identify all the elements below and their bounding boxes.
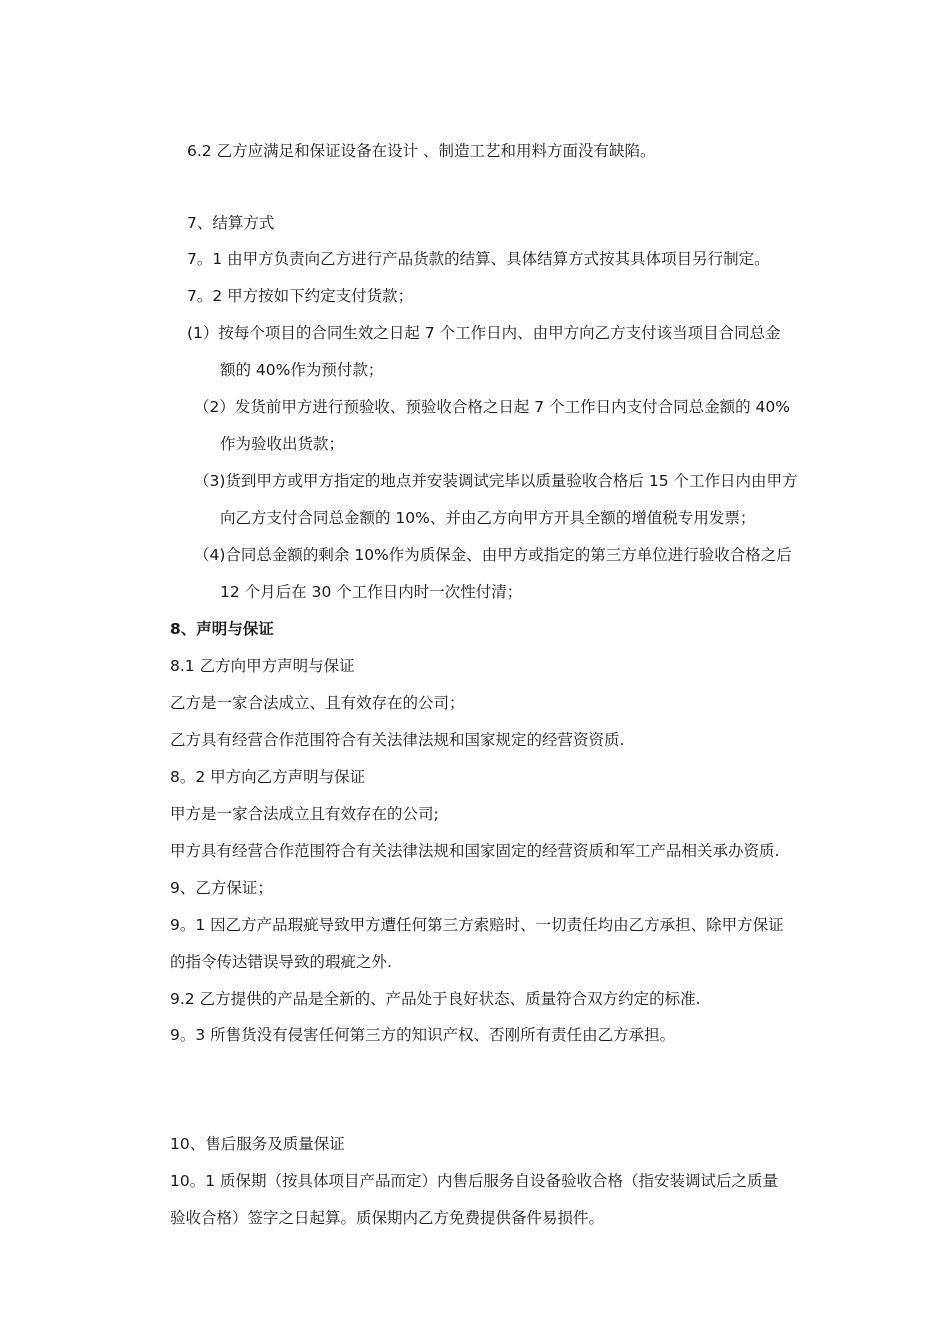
payment-item-2-line-1: （2）发货前甲方进行预验收、预验收合格之日起 7 个工作日内支付合同总金额的 40% (194, 398, 790, 416)
clause-8-1-a: 乙方是一家合法成立、且有效存在的公司； (170, 694, 465, 712)
clause-9-3: 9。3 所售货没有侵害任何第三方的知识产权、否刚所有责任由乙方承担。 (170, 1026, 676, 1044)
payment-item-3-line-2: 向乙方支付合同总金额的 10%、并由乙方向甲方开具全额的增值税专用发票； (220, 509, 756, 527)
clause-9-2: 9.2 乙方提供的产品是全新的、产品处于良好状态、质量符合双方约定的标准. (170, 990, 701, 1008)
clause-6-2: 6.2 乙方应满足和保证设备在设计 、制造工艺和用料方面没有缺陷。 (187, 142, 656, 160)
clause-10-1-line-2: 验收合格）签字之日起算。质保期内乙方免费提供备件易损件。 (170, 1209, 605, 1227)
section-8-heading: 8、声明与保证 (170, 620, 274, 638)
clause-8-1: 8.1 乙方向甲方声明与保证 (170, 657, 355, 675)
clause-9-1-line-2: 的指令传达错误导致的瑕疵之外. (170, 953, 392, 971)
clause-9-1-line-1: 9。1 因乙方产品瑕疵导致甲方遭任何第三方索赔时、一切责任均由乙方承担、除甲方保证 (170, 916, 784, 934)
clause-8-1-b: 乙方具有经营合作范围符合有关法律法规和国家规定的经营资资质. (170, 731, 625, 749)
section-9-heading: 9、乙方保证； (170, 879, 273, 897)
section-10-heading: 10、售后服务及质量保证 (170, 1135, 345, 1153)
section-7-heading: 7、结算方式 (187, 214, 275, 232)
payment-item-4-line-2: 12 个月后在 30 个工作日内时一次性付清； (220, 583, 523, 601)
clause-8-2-b: 甲方具有经营合作范围符合有关法律法规和国家固定的经营资质和军工产品相关承办资质. (170, 842, 780, 860)
clause-7-1: 7。1 由甲方负责向乙方进行产品货款的结算、具体结算方式按其具体项目另行制定。 (187, 250, 770, 268)
payment-item-1-line-1: (1）按每个项目的合同生效之日起 7 个工作日内、由甲方向乙方支付该当项目合同总金 (187, 324, 781, 342)
clause-8-2: 8。2 甲方向乙方声明与保证 (170, 768, 366, 786)
payment-item-1-line-2: 额的 40%作为预付款； (220, 361, 384, 379)
payment-item-3-line-1: （3)货到甲方或甲方指定的地点并安装调试完毕以质量验收合格后 15 个工作日内由甲方 (194, 472, 798, 490)
clause-10-1-line-1: 10。1 质保期（按具体项目产品而定）内售后服务自设备验收合格（指安装调试后之质量 (170, 1172, 779, 1190)
payment-item-4-line-1: （4)合同总金额的剩余 10%作为质保金、由甲方或指定的第三方单位进行验收合格之后 (194, 546, 792, 564)
clause-8-2-a: 甲方是一家合法成立且有效存在的公司; (170, 805, 439, 823)
clause-7-2: 7。2 甲方按如下约定支付货款； (187, 287, 414, 305)
payment-item-2-line-2: 作为验收出货款； (220, 435, 345, 453)
